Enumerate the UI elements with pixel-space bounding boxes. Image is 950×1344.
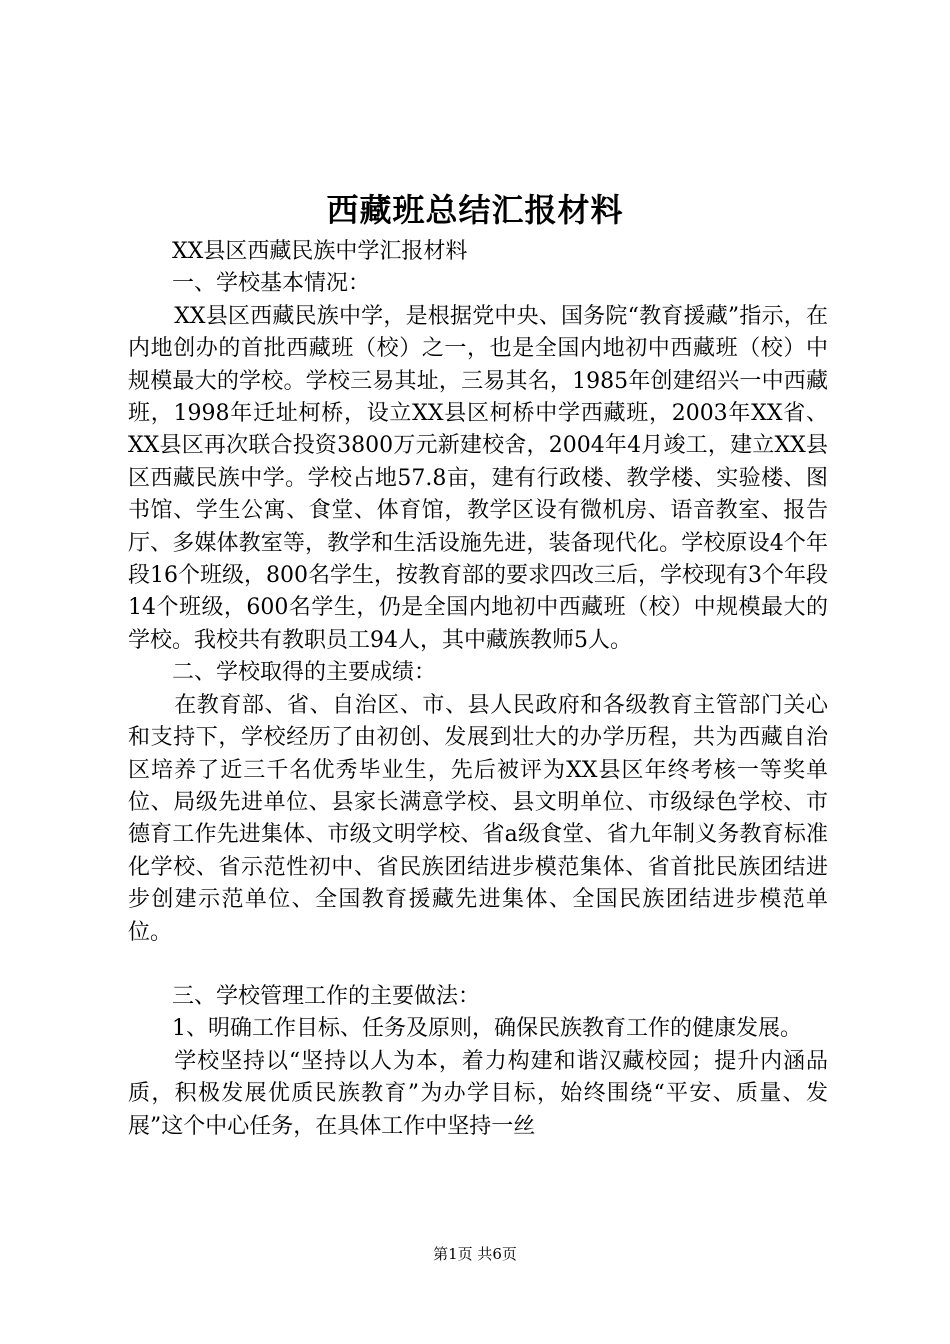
paragraph-subtitle: XX县区西藏民族中学汇报材料 — [172, 239, 468, 264]
document-body — [128, 236, 828, 1143]
paragraph-goal-heading: 1、明确工作目标、任务及原则，确保民族教育工作的健康发展。 — [172, 1016, 802, 1042]
page-number: 第1页 共6页 — [433, 1245, 517, 1263]
document-title: 西藏班总结汇报材料 — [326, 191, 624, 229]
paragraph-achievements: 在教育部、省、自治区、市、县人民政府和各级教育主管部门关心和支持下，学校经历了由初创、发展到壮大的办学历程，共为西藏自治区培养了近三千名优秀毕业生，先后被评为XX县区年终考核一等奖单位、局级先进单位、县家长满意学校、县文明单位、市级绿色学校、市德育工作先进集体、市级文明学校、省a级食堂、省九年制义务教育标准化学校、省示范性初中、省民族团结进步模范集体、省首批民族团结进步创建示范单位、全国教育援藏先进集体、全国民族团结进步模范单位。 — [128, 692, 828, 945]
section-heading-1: 一、学校基本情况： — [172, 271, 371, 297]
paragraph-school-overview: XX县区西藏民族中学，是根据党中央、国务院“教育援藏”指示，在内地创办的首批西藏班（校）之一，也是全国内地初中西藏班（校）中规模最大的学校。学校三易其址，三易其名，1985年创建绍兴一中西藏班，1998年迁址柯桥，设立XX县区柯桥中学西藏班，2003年XX省、XX县区再次联合投资3800万元新建校舍，2004年4月竣工，建立XX县区西藏民族中学。学校占地57.8亩，建有行政楼、教学楼、实验楼、图书馆、学生公寓、食堂、体育馆，教学区设有微机房、语音教室、报告厅、多媒体教室等，教学和生活设施先进，装备现代化。学校原设4个年段16个班级，800名学生，按教育部的要求四改三后，学校现有3个年段14个班级，600名学生，仍是全国内地初中西藏班（校）中规模最大的学校。我校共有教职员工94人，其中藏族教师5人。 — [128, 303, 828, 653]
paragraph-management: 学校坚持以“坚持以人为本，着力构建和谐汉藏校园；提升内涵品质，积极发展优质民族教育”为办学目标，始终围绕“平安、质量、发展”这个中心任务，在具体工作中坚持一丝 — [128, 1048, 828, 1139]
section-heading-3: 三、学校管理工作的主要做法： — [172, 983, 481, 1009]
section-heading-2: 二、学校取得的主要成绩： — [172, 660, 437, 686]
